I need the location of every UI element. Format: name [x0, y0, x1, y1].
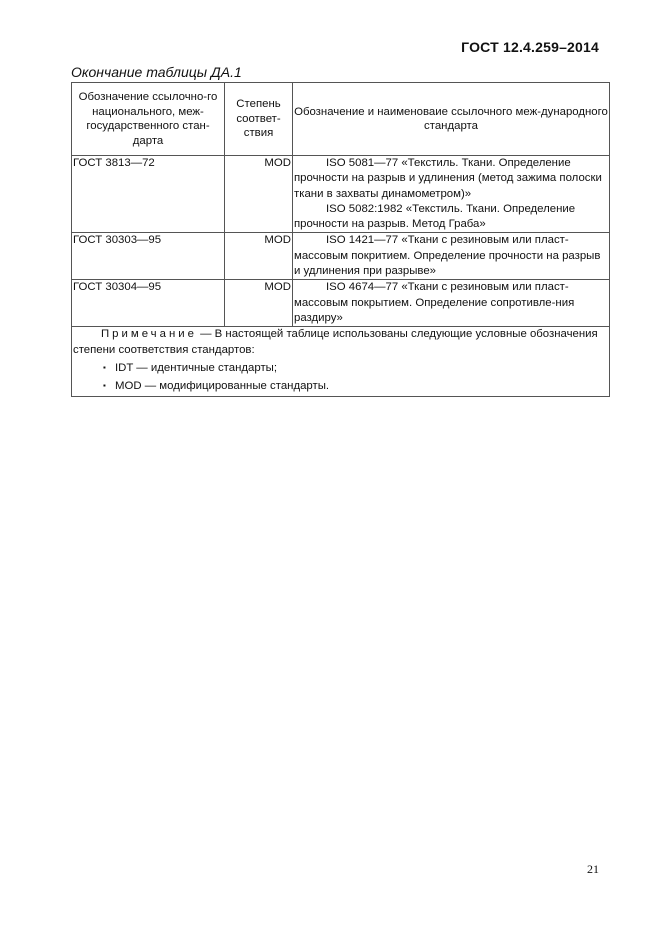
international-standard-cell: [293, 233, 610, 280]
note-title: Примечание: [101, 328, 197, 341]
national-standard-cell: ГОСТ 30303—95: [72, 233, 225, 280]
column-header-international: Обозначение и наименоваие ссылочного меж-дународного стандарта: [293, 83, 610, 156]
note-item-text: IDT — идентичные стандарты;: [115, 362, 278, 375]
international-standard-cell: [293, 156, 610, 233]
international-standard-cell: [293, 280, 610, 327]
international-standard-text: ISO 1421—77 «Ткани с резиновым или пласт-массовым покритием. Определение прочности на разрыв и удлинения при разрыве»: [294, 234, 601, 278]
international-standard-text: ISO 5082:1982 «Текстиль. Ткани. Определение прочности на разрыв. Метод Граба»: [294, 202, 576, 231]
table-row: [72, 156, 610, 233]
international-standard-text: ISO 4674—77 «Ткани с резиновым или пласт-массовым покрытием. Определение сопротивле-ния раздиру»: [294, 281, 575, 324]
table-caption: Окончание таблицы ДА.1: [71, 64, 242, 80]
table-header-row: [72, 83, 610, 156]
degree-cell: MOD: [225, 156, 293, 233]
international-standard-text: ISO 5081—77 «Текстиль. Ткани. Определение прочности на разрыв и удлинения (метод зажима полоски ткани в захваты динамометром)»: [294, 157, 602, 200]
note-text: — В настоящей таблице использованы следующие условные обозначения степени соответствия стандартов:: [73, 328, 598, 356]
column-header-degree: Степень соответ-ствия: [225, 83, 293, 156]
reference-standards-table: [71, 82, 610, 397]
national-standard-cell: ГОСТ 3813—72: [72, 156, 225, 233]
table-row: [72, 233, 610, 280]
table-note: [72, 327, 610, 397]
column-header-national: Обозначение ссылочно-го национального, меж-государственного стан-дарта: [72, 83, 225, 156]
note-paragraph: [73, 327, 608, 358]
degree-cell: MOD: [225, 233, 293, 280]
table-note-row: [72, 327, 610, 397]
note-list-item: [73, 378, 608, 394]
table-row: [72, 280, 610, 327]
note-list-item: [73, 360, 608, 376]
degree-cell: MOD: [225, 280, 293, 327]
document-id: ГОСТ 12.4.259–2014: [461, 39, 599, 55]
page-number: 21: [587, 862, 599, 876]
bullet-dash-icon: ▪: [103, 363, 106, 373]
note-item-text: MOD — модифицированные стандарты.: [115, 380, 330, 393]
bullet-dash-icon: ▪: [103, 381, 106, 391]
national-standard-cell: ГОСТ 30304—95: [72, 280, 225, 327]
